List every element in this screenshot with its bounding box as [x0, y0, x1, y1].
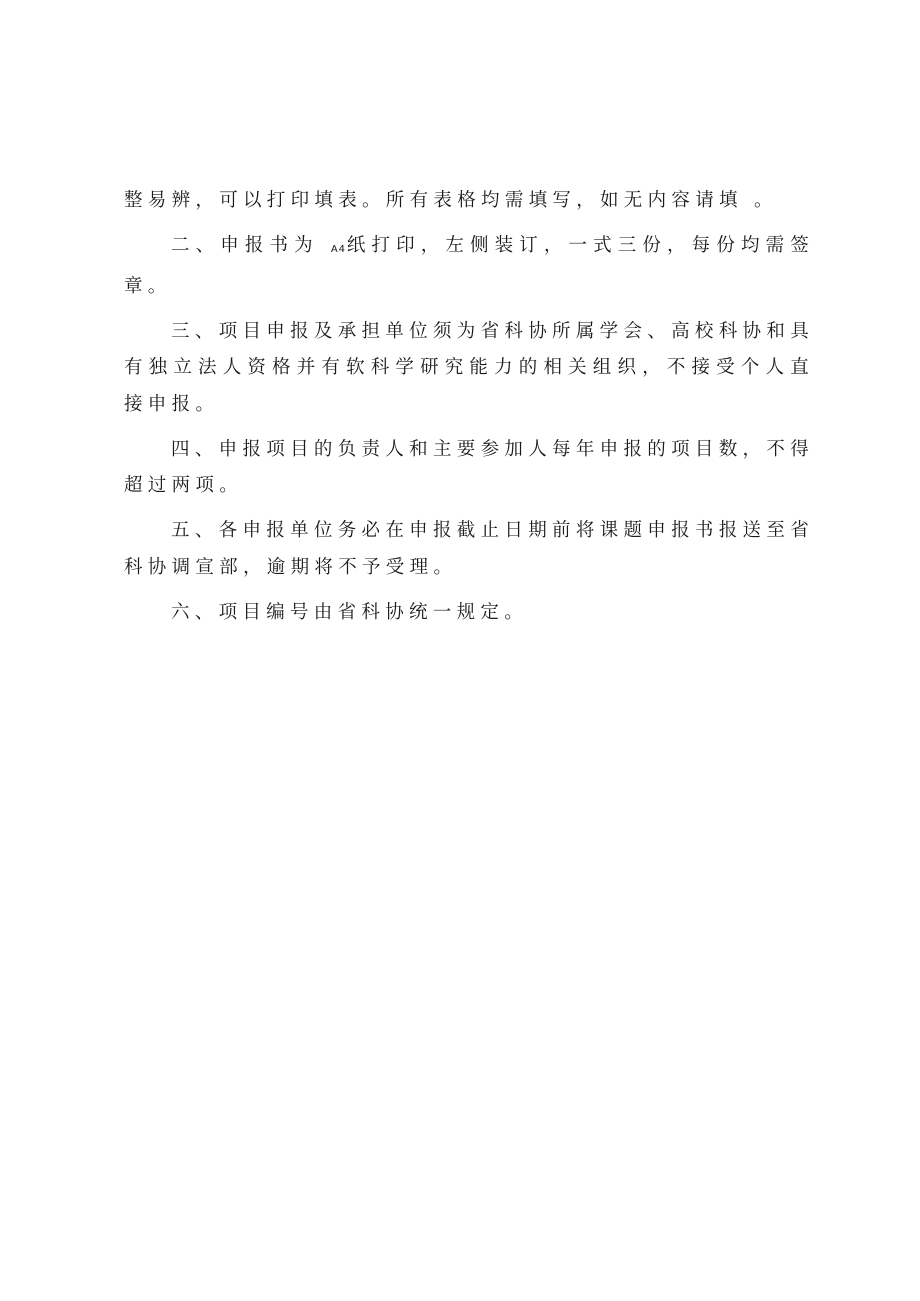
- paragraph-item-3: 三、项目申报及承担单位须为省科协所属学会、高校科协和具有独立法人资格并有软科学研究能力的相关组织，不接受个人直接申报。: [124, 320, 814, 415]
- paragraph-continuation: 整易辨，可以打印填表。所有表格均需填写，如无内容请填 。: [124, 190, 778, 211]
- paragraph-item-6: 六、项目编号由省科协统一规定。: [171, 601, 529, 623]
- paragraph-item-2-text-after: 纸打印，左侧装订，一式三份，每份均需签章。: [124, 235, 815, 297]
- paragraph-item-2-text-before: 二、申报书为: [171, 235, 331, 256]
- instructions-text: [124, 183, 814, 631]
- paragraph-item-4: 四、申报项目的负责人和主要参加人每年申报的项目数，不得超过两项。: [124, 438, 814, 496]
- paragraph-item-5: 五、各申报单位务必在申报截止日期前将课题申报书报送至省科协调宣部，逾期将不予受理。: [124, 520, 814, 578]
- paper-size-mark: A4: [330, 244, 347, 255]
- paragraph-item-2: [124, 228, 814, 305]
